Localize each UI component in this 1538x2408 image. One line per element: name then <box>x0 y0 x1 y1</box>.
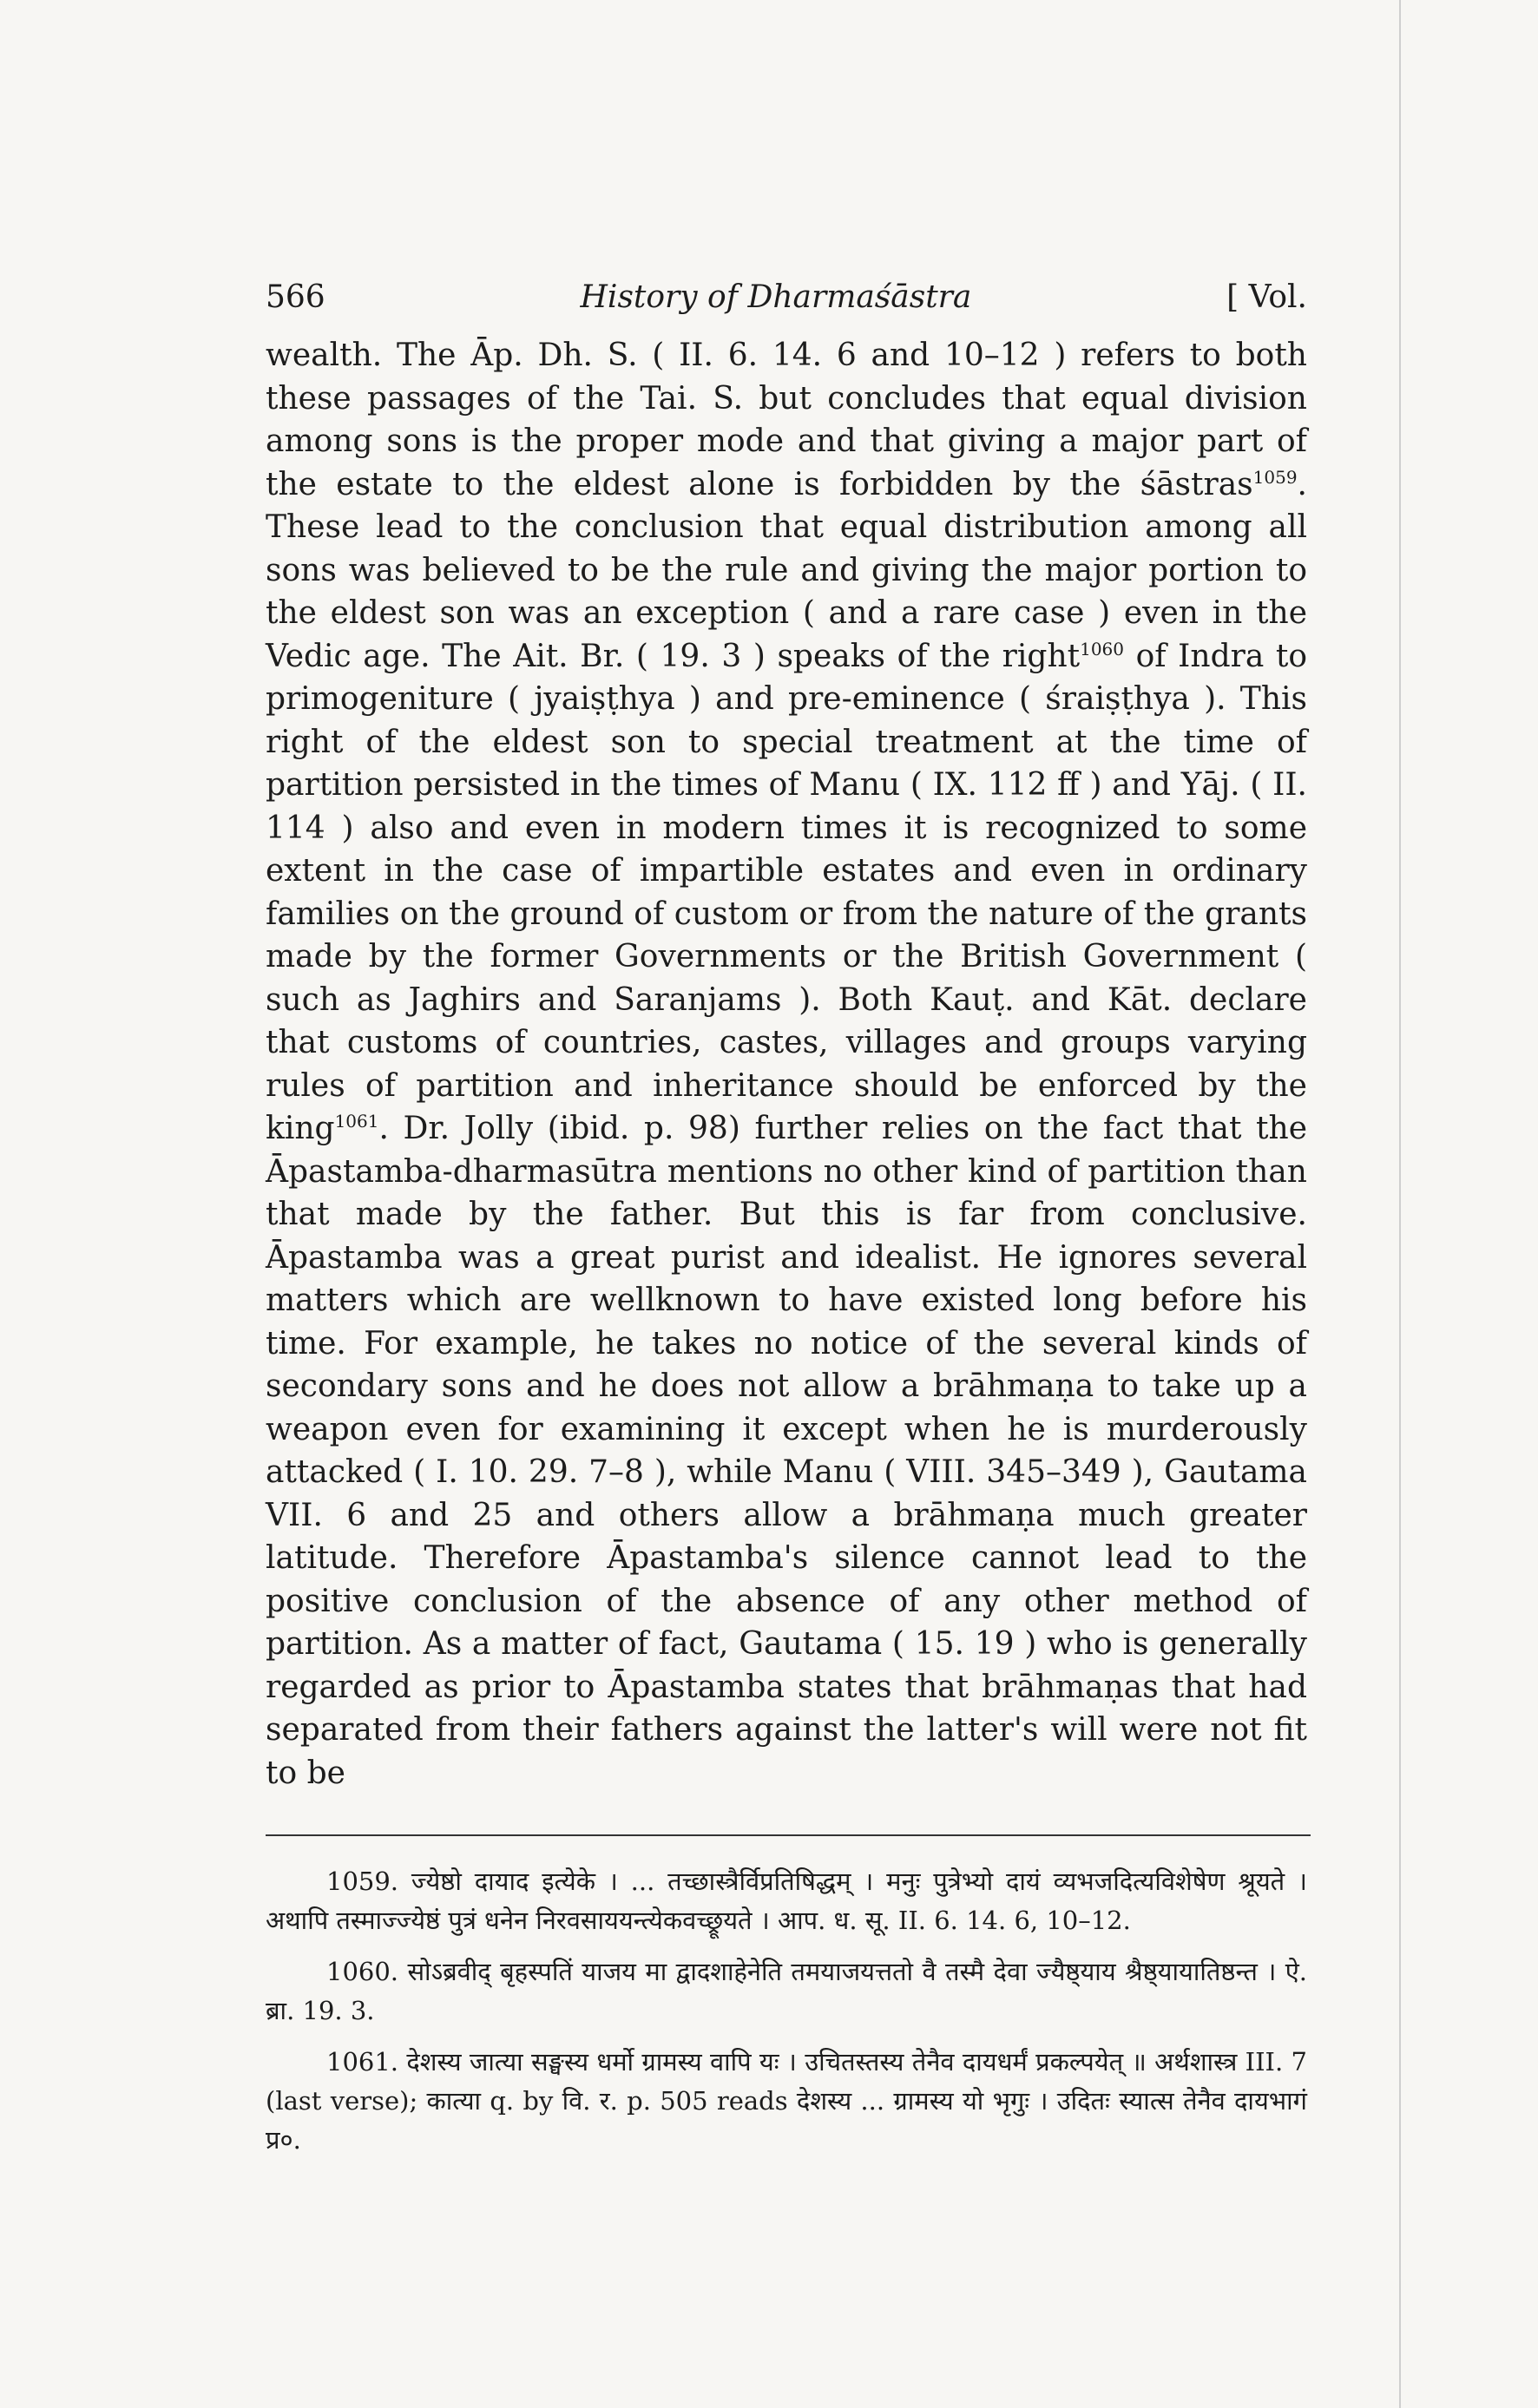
footnote-text: देशस्य जात्या सङ्घस्य धर्मो ग्रामस्य वापि यः । उचितस्तस्य तेनैव दायधर्मं प्रकल्पयेत् ॥ अर्थशास्त्र III. 7 (last verse); कात्या q. by वि. र. p. 505 reads देशस्य ... ग्रामस्य यो भृगुः । उदितः स्यात्स तेनैव दायभागं प्र०. <box>266 2047 1308 2155</box>
body-text-part-1: wealth. The Āp. Dh. S. ( II. 6. 14. 6 and 10–12 ) refers to both these passages of the Tai. S. but concludes that equal division among sons is the proper mode and that giving a major part of the estate to the eldest alone is forbidden by the śāstras <box>266 338 1307 502</box>
running-header <box>266 279 1307 315</box>
footnote-1060 <box>266 1952 1307 2031</box>
main-paragraph <box>266 334 1307 1795</box>
footnote-1061 <box>266 2043 1307 2160</box>
body-text-part-3: of Indra to primogeniture ( jyaiṣṭhya ) and pre-eminence ( śraiṣṭhya ). This right of the eldest son to special treatment at the time of partition persisted in the times of Manu ( IX. 112 ff ) and Yāj. ( II. 114 ) also and even in modern times it is recognized to some extent in the case of impartible estates and even in ordinary families on the ground of custom or from the nature of the grants made by the former Governments or the British Government ( such as Jaghirs and Saranjams ). Both Kauṭ. and Kāt. declare that customs of countries, castes, villages and groups varying rules of partition and inheritance should be enforced by the king <box>266 638 1307 1146</box>
footnote-ref-1061: 1061 <box>334 1111 379 1132</box>
footnote-ref-1060: 1060 <box>1080 638 1125 659</box>
footnote-number: 1059. <box>326 1867 399 1896</box>
body-text-part-4: . Dr. Jolly (ibid. p. 98) further relies on the fact that the Āpastamba-dharmasūtra mentions no other kind of partition than that made by the father. But this is far from conclusive. Āpastamba was a great purist and idealist. He ignores several matters which are wellknown to have existed long before his time. For example, he takes no notice of the several kinds of secondary sons and he does not allow a brāhmaṇa to take up a weapon even for examining it except when he is murderously attacked ( I. 10. 29. 7–8 ), while Manu ( VIII. 345–349 ), Gautama VII. 6 and 25 and others allow a brāhmaṇa much greater latitude. Therefore Āpastamba's silence cannot lead to the positive conclusion of the absence of any other method of partition. As a matter of fact, Gautama ( 15. 19 ) who is generally regarded as prior to Āpastamba states that brāhmaṇas that had separated from their fathers against the latter's will were not fit to be <box>266 1111 1307 1791</box>
footnote-1059 <box>266 1862 1307 1940</box>
page <box>266 279 1307 2172</box>
scan-edge-line <box>1399 0 1401 2408</box>
volume-label: [ Vol. <box>1226 279 1307 315</box>
footnote-number: 1060. <box>326 1957 399 1986</box>
footnote-divider <box>266 1834 1311 1836</box>
footnote-text: ज्येष्ठो दायाद इत्येके । ... तच्छास्त्रैर्विप्रतिषिद्धम् । मनुः पुत्रेभ्यो दायं व्यभजदित्यविशेषेण श्रूयते । अथापि तस्माज्ज्येष्ठं पुत्रं धनेन निरवसाययन्त्येकवच्छ्रूयते । आप. ध. सू. II. 6. 14. 6, 10–12. <box>266 1867 1308 1935</box>
body-text-part-2: . These lead to the conclusion that equal distribution among all sons was believed to be the rule and giving the major portion to the eldest son was an exception ( and a rare case ) even in the Vedic age. The Ait. Br. ( 19. 3 ) speaks of the right <box>266 466 1307 674</box>
footnote-ref-1059: 1059 <box>1252 466 1298 488</box>
footnote-number: 1061. <box>326 2047 399 2077</box>
running-title: History of Dharmaśāstra <box>580 279 972 315</box>
page-number: 566 <box>266 279 325 315</box>
footnote-text: सोऽब्रवीद् बृहस्पतिं याजय मा द्वादशाहेनेति तमयाजयत्ततो वै तस्मै देवा ज्यैष्ठ्याय श्रैष्ठ्यायातिष्ठन्त । ऐ. ब्रा. 19. 3. <box>266 1957 1307 2025</box>
